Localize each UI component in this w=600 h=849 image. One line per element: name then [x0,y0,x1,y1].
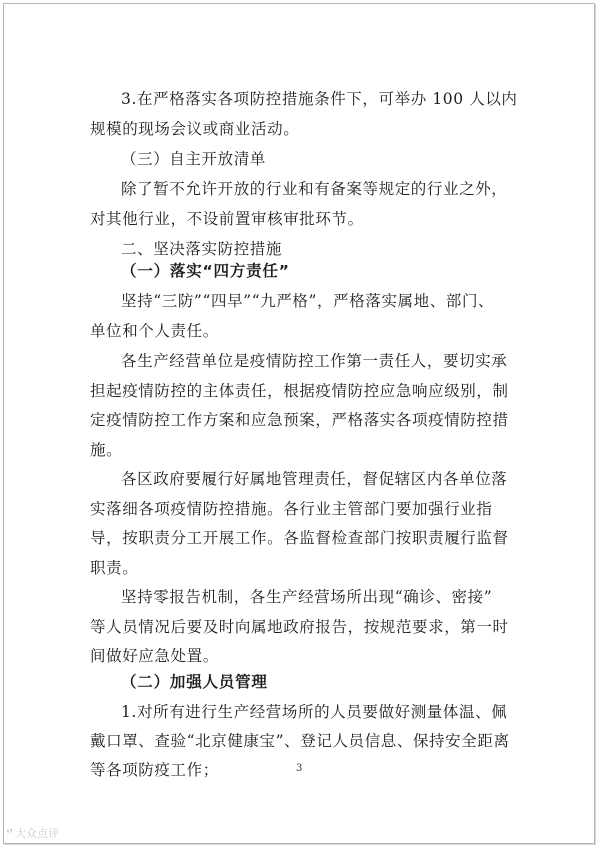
watermark-text: 大众点评 [15,827,60,840]
subheading: （二）加强人员管理 [121,673,268,691]
text-line: 实落细各项疫情防控措施。各行业主管部门要加强行业指 [90,500,493,518]
text-line: 坚持零报告机制，各生产经营场所出现“确诊、密接” [121,588,493,606]
text-line: 3.在严格落实各项防控措施条件下，可举办 100 人以内 [121,90,518,108]
text-line: 职责。 [90,559,139,577]
subheading: （三）自主开放清单 [121,150,266,168]
text-line: 除了暂不允许开放的行业和有备案等规定的行业之外， [121,180,508,198]
text-line: 各区政府要履行好属地管理责任，督促辖区内各单位落 [121,470,508,488]
text-line: 坚持“三防”“四早”“九严格”，严格落实属地、部门、 [121,292,495,310]
text-line: 担起疫情防控的主体责任，根据疫情防控应急响应级别，制 [90,382,509,400]
text-line: 规模的现场会议或商业活动。 [90,120,300,138]
text-line: 各生产经营单位是疫情防控工作第一责任人，要切实承 [121,352,508,370]
text-line: 单位和个人责任。 [90,322,219,340]
text-line: 对其他行业，不设前置审核审批环节。 [90,210,364,228]
text-line: 定疫情防控工作方案和应急预案，严格落实各项疫情防控措 [90,411,509,429]
section-heading: 二、坚决落实防控措施 [121,240,283,258]
watermark-logo-icon: ❛❜ [6,827,14,840]
subheading: （一）落实“四方责任” [121,262,290,280]
text-line: 1.对所有进行生产经营场所的人员要做好测量体温、佩 [121,703,508,721]
watermark [6,827,59,841]
text-line: 等各项防疫工作； [90,761,219,779]
page-number: 3 [296,763,303,774]
text-line: 施。 [90,441,123,459]
text-line: 等人员情况后要及时向属地政府报告，按规范要求，第一时 [90,618,509,636]
text-line: 间做好应急处置。 [90,647,219,665]
text-line: 戴口罩、查验“北京健康宝”、登记人员信息、保持安全距离 [90,732,510,750]
text-line: 导，按职责分工开展工作。各监督检查部门按职责履行监督 [90,529,509,547]
